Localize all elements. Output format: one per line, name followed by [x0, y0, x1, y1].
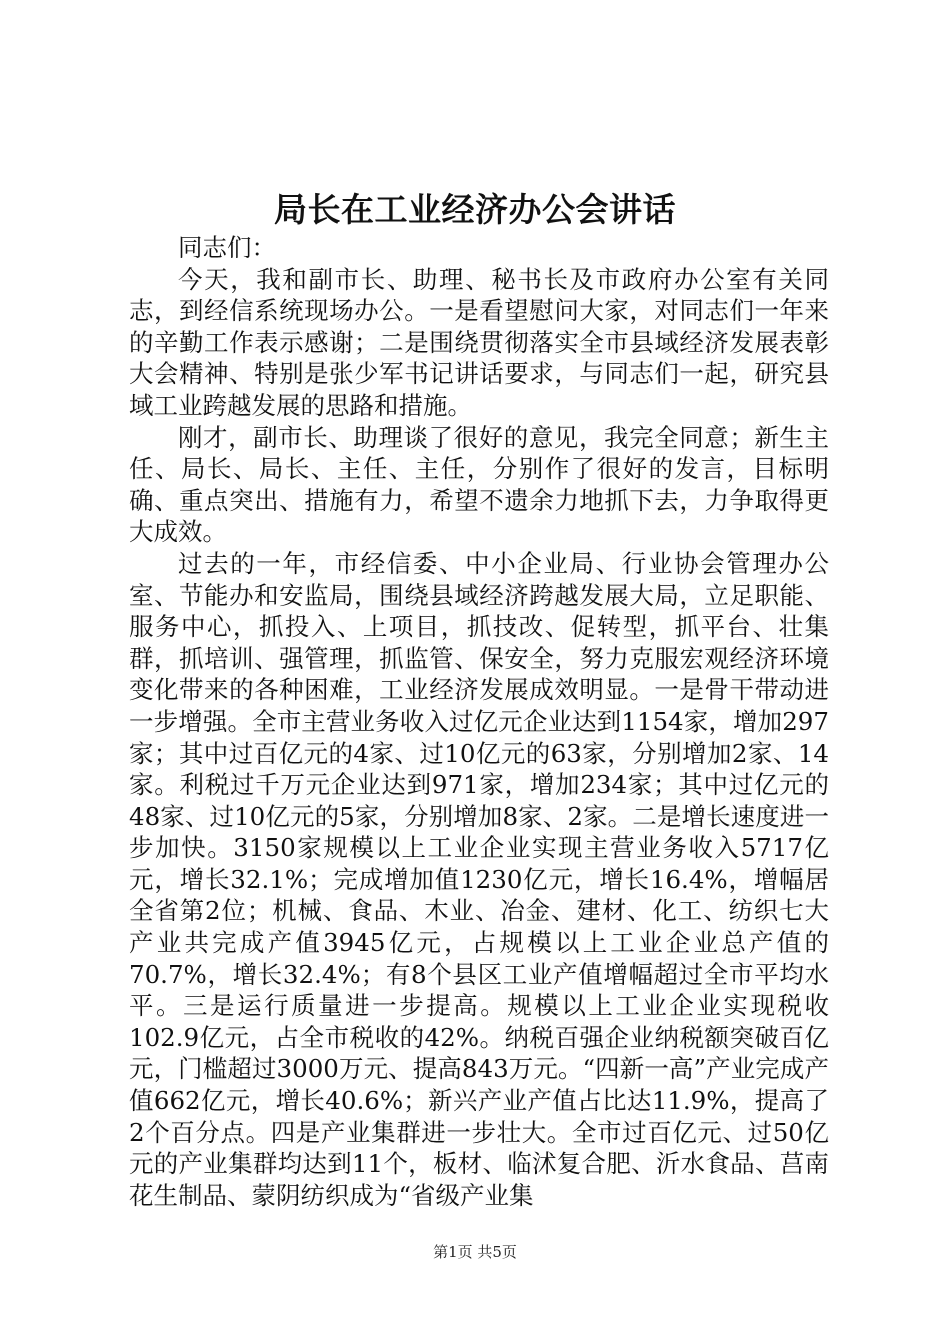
page-footer: 第1页 共5页 [433, 1243, 517, 1261]
paragraph-3: 过去的一年，市经信委、中小企业局、行业协会管理办公室、节能办和安监局，围绕县域经济跨越发展大局，立足职能、服务中心，抓投入、上项目，抓技改、促转型，抓平台、壮集群，抓培训、强管理，抓监管、保安全，努力克服宏观经济环境变化带来的各种困难，工业经济发展成效明显。一是骨干带动进一步增强。全市主营业务收入过亿元企业达到1154家，增加297家；其中过百亿元的4家、过10亿元的63家，分别增加2家、14家。利税过千万元企业达到971家，增加234家；其中过亿元的48家、过10亿元的5家，分别增加8家、2家。二是增长速度进一步加快。3150家规模以上工业企业实现主营业务收入5717亿元，增长32.1%；完成增加值1230亿元，增长16.4%，增幅居全省第2位；机械、食品、木业、冶金、建材、化工、纺织七大产业共完成产值3945亿元，占规模以上工业企业总产值的70.7%，增长32.4%；有8个县区工业产值增幅超过全市平均水平。三是运行质量进一步提高。规模以上工业企业实现税收102.9亿元，占全市税收的42%。纳税百强企业纳税额突破百亿元，门槛超过3000万元、提高843万元。“四新一高”产业完成产值662亿元，增长40.6%；新兴产业产值占比达11.9%，提高了2个百分点。四是产业集群进一步壮大。全市过百亿元、过50亿元的产业集群均达到11个，板材、临沭复合肥、沂水食品、莒南花生制品、蒙阴纺织成为“省级产业集 [129, 548, 829, 1210]
salutation: 同志们： [178, 233, 276, 262]
paragraph-1: 今天，我和副市长、助理、秘书长及市政府办公室有关同志，到经信系统现场办公。一是看望慰问大家，对同志们一年来的辛勤工作表示感谢；二是围绕贯彻落实全市县域经济发展表彰大会精神、特别是张少军书记讲话要求，与同志们一起，研究县域工业跨越发展的思路和措施。 [129, 264, 829, 420]
document-title: 局长在工业经济办公会讲话 [274, 190, 676, 229]
paragraph-2: 刚才，副市长、助理谈了很好的意见，我完全同意；新生主任、局长、局长、主任、主任，分别作了很好的发言，目标明确、重点突出、措施有力，希望不遗余力地抓下去，力争取得更大成效。 [129, 422, 829, 547]
document-body [129, 232, 829, 1211]
